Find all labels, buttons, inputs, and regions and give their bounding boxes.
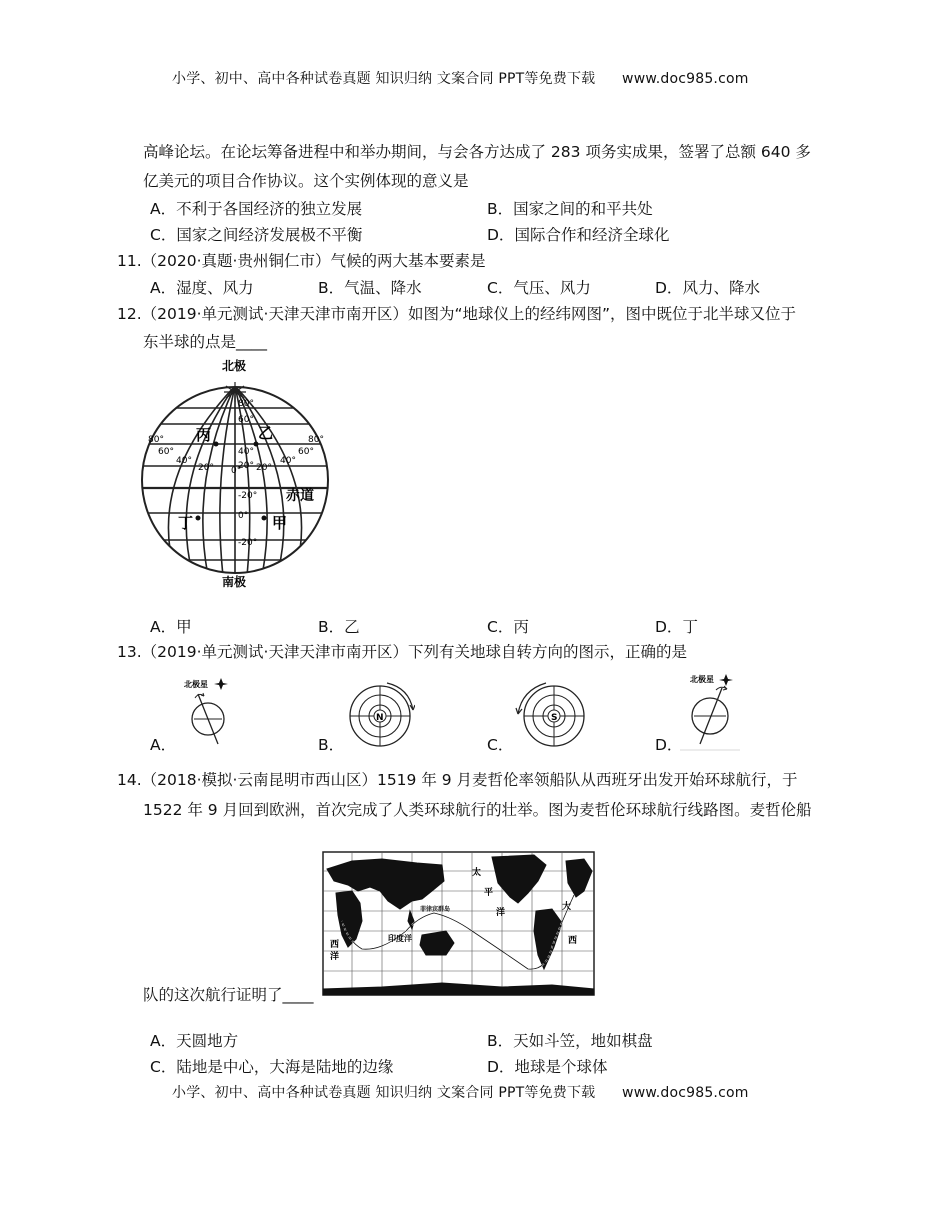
svg-text:北极星: 北极星: [690, 675, 714, 684]
q13-option-d[interactable]: D．: [655, 736, 683, 754]
svg-text:大: 大: [562, 902, 572, 912]
point-jia: 甲: [272, 514, 288, 532]
page-footer: [172, 1082, 749, 1102]
q12-number: 12.: [117, 305, 142, 323]
globe-graticule-figure: [138, 358, 333, 590]
australia-landmass: [420, 931, 454, 955]
q14-stem-line3: 队的这次航行证明了____: [143, 986, 314, 1004]
point-ding: 丁: [178, 514, 194, 532]
svg-text:0°: 0°: [231, 466, 242, 476]
q13-figure-c: [510, 680, 590, 750]
q13-stem: 13.（2019·单元测试·天津天津市南开区）下列有关地球自转方向的图示，正确的是: [117, 643, 687, 661]
svg-text:N: N: [376, 713, 384, 723]
q13-figure-b: [345, 680, 415, 750]
q10-option-b[interactable]: B．国家之间的和平共处: [487, 200, 653, 218]
q11-number: 11.: [117, 252, 142, 270]
svg-text:洋: 洋: [330, 952, 340, 962]
footer-site-link[interactable]: www.doc985.com: [622, 1085, 749, 1101]
q11-option-c[interactable]: C．气压、风力: [487, 279, 591, 297]
q13-figure-d: [680, 670, 740, 752]
svg-text:北极星: 北极星: [184, 680, 208, 689]
svg-text:20°: 20°: [256, 463, 272, 473]
footer-text: 小学、初中、高中各种试卷真题 知识归纳 文案合同 PPT等免费下载: [172, 1085, 596, 1101]
svg-text:80°: 80°: [238, 399, 254, 409]
svg-text:20°: 20°: [238, 461, 254, 471]
q12-stem-line1: 12.（2019·单元测试·天津天津市南开区）如图为“地球仪上的经纬网图”，图中既位于北半球又位于: [117, 305, 797, 323]
q14-option-c[interactable]: C．陆地是中心，大海是陆地的边缘: [150, 1058, 394, 1076]
q11-stem: 11.（2020·真题·贵州铜仁市）气候的两大基本要素是: [117, 252, 486, 270]
q12-option-d[interactable]: D．丁: [655, 618, 698, 636]
svg-text:印度洋: 印度洋: [388, 934, 412, 943]
svg-text:0°: 0°: [238, 511, 249, 521]
equator-label: 赤道: [286, 488, 314, 504]
q13-option-c[interactable]: C．: [487, 736, 514, 754]
q14-stem-line2: 1522 年 9 月回到欧洲，首次完成了人类环球航行的壮举。图为麦哲伦环球航行线路图。麦哲伦船: [143, 801, 812, 819]
north-pole-label: 北极: [222, 359, 247, 373]
svg-text:60°: 60°: [298, 447, 314, 457]
svg-text:大: 大: [327, 881, 337, 891]
q10-stem-line1: 高峰论坛。在论坛筹备进程中和举办期间，与会各方达成了 283 项务实成果，签署了总额 640 多: [143, 143, 811, 161]
q14-stem-line1: 14.（2018·模拟·云南昆明市西山区）1519 年 9 月麦哲伦率领船队从西班牙出发开始环球航行，于: [117, 771, 798, 789]
svg-text:-20°: -20°: [238, 538, 258, 548]
svg-text:80°: 80°: [308, 435, 324, 445]
magellan-route-map: [322, 851, 595, 996]
q14-number: 14.: [117, 771, 142, 789]
svg-text:20°: 20°: [198, 463, 214, 473]
q14-option-d[interactable]: D．地球是个球体: [487, 1058, 608, 1076]
q11-option-a[interactable]: A．湿度、风力: [150, 279, 254, 297]
q13-figure-a: [182, 674, 232, 750]
q12-option-a[interactable]: A．甲: [150, 618, 192, 636]
svg-text:西: 西: [568, 936, 578, 946]
point-bing: 丙: [196, 426, 212, 444]
svg-text:太: 太: [472, 868, 482, 878]
q12-stem-line2: 东半球的点是____: [143, 333, 268, 351]
svg-text:菲律宾群岛: 菲律宾群岛: [420, 906, 451, 913]
q14-option-a[interactable]: A．天圆地方: [150, 1032, 239, 1050]
q13-option-b[interactable]: B．: [318, 736, 345, 754]
q11-option-b[interactable]: B．气温、降水: [318, 279, 422, 297]
header-text: 小学、初中、高中各种试卷真题 知识归纳 文案合同 PPT等免费下载: [172, 71, 596, 87]
page-header: [172, 68, 749, 88]
point-yi: 乙: [258, 424, 274, 442]
q14-option-b[interactable]: B．天如斗笠，地如棋盘: [487, 1032, 653, 1050]
svg-text:60°: 60°: [238, 415, 254, 425]
q13-number: 13.: [117, 643, 142, 661]
q10-option-a[interactable]: A．不利于各国经济的独立发展: [150, 200, 363, 218]
svg-text:80°: 80°: [148, 435, 164, 445]
polaris-star-icon: [214, 678, 228, 690]
svg-text:40°: 40°: [176, 456, 192, 466]
q10-stem-line2: 亿美元的项目合作协议。这个实例体现的意义是: [143, 172, 469, 190]
header-site-link[interactable]: www.doc985.com: [622, 71, 749, 87]
q11-option-d[interactable]: D．风力、降水: [655, 279, 760, 297]
q10-option-d[interactable]: D．国际合作和经济全球化: [487, 226, 670, 244]
svg-text:西: 西: [330, 940, 340, 950]
q12-option-c[interactable]: C．丙: [487, 618, 529, 636]
svg-text:60°: 60°: [158, 447, 174, 457]
svg-text:平: 平: [484, 888, 494, 898]
svg-text:40°: 40°: [238, 447, 254, 457]
q10-option-c[interactable]: C．国家之间经济发展极不平衡: [150, 226, 363, 244]
svg-text:S: S: [551, 713, 558, 723]
q13-option-a[interactable]: A．: [150, 736, 177, 754]
south-pole-label: 南极: [222, 575, 247, 589]
q12-option-b[interactable]: B．乙: [318, 618, 360, 636]
svg-text:40°: 40°: [280, 456, 296, 466]
svg-text:洋: 洋: [496, 908, 506, 918]
svg-text:-20°: -20°: [238, 491, 258, 501]
